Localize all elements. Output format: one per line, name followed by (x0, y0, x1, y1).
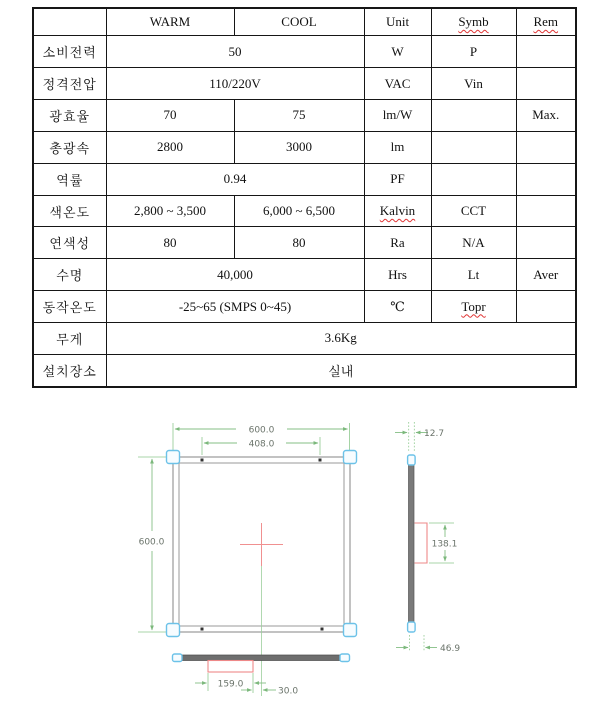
dim-hole-pitch-label: 408.0 (248, 439, 275, 450)
table-row (33, 36, 576, 68)
cell-warm: 70 (106, 100, 234, 132)
header-cool: COOL (234, 8, 364, 36)
cell-rem (516, 163, 576, 195)
cell-unit: lm/W (364, 100, 431, 132)
row-label: 수명 (33, 259, 106, 291)
cell-value: 110/220V (106, 68, 364, 100)
cell-cool: 75 (234, 100, 364, 132)
header-row (33, 8, 576, 36)
cell-unit: lm (364, 131, 431, 163)
cell-unit: ℃ (364, 291, 431, 323)
cell-symb: N/A (431, 227, 516, 259)
side-top-cap (408, 455, 416, 465)
row-label: 연색성 (33, 227, 106, 259)
cell-symb (431, 100, 516, 132)
cell-rem (516, 195, 576, 227)
dim-front-height (138, 457, 171, 632)
cell-value: -25~65 (SMPS 0~45) (106, 291, 364, 323)
header-rem-text: Rem (533, 14, 559, 30)
bottom-left-cap (173, 654, 183, 662)
driver-box-bottom (208, 661, 253, 673)
cell-unit: Hrs (364, 259, 431, 291)
row-label: 무게 (33, 322, 106, 354)
cell-value: 실내 (106, 354, 576, 387)
spec-table (32, 7, 577, 388)
cell-symb (431, 163, 516, 195)
cell-rem: Max. (516, 100, 576, 132)
row-label: 총광속 (33, 131, 106, 163)
dim-thickness-label: 12.7 (424, 429, 445, 439)
cell-value: 3.6Kg (106, 322, 576, 354)
header-blank (33, 8, 106, 36)
cell-symb-text: Topr (461, 298, 486, 314)
bottom-right-cap (340, 654, 350, 662)
header-rem (516, 8, 576, 36)
cell-unit: PF (364, 163, 431, 195)
cell-rem (516, 131, 576, 163)
table-row (33, 354, 576, 387)
cell-rem (516, 291, 576, 323)
row-label: 광효율 (33, 100, 106, 132)
dim-driver-width-label: 159.0 (217, 679, 244, 690)
cell-rem (516, 36, 576, 68)
row-label: 색온도 (33, 195, 106, 227)
table-row (33, 100, 576, 132)
dim-thickness (395, 422, 444, 452)
header-symb (431, 8, 516, 36)
cell-cool: 6,000 ~ 6,500 (234, 195, 364, 227)
table-row (33, 322, 576, 354)
cell-warm: 2,800 ~ 3,500 (106, 195, 234, 227)
dim-driver-length-label: 138.1 (431, 539, 458, 550)
cell-cool: 80 (234, 227, 364, 259)
table-row (33, 163, 576, 195)
dim-front-width-label: 600.0 (248, 425, 275, 436)
cell-warm: 80 (106, 227, 234, 259)
table-row (33, 131, 576, 163)
dim-driver-length (415, 523, 458, 563)
row-label: 동작온도 (33, 291, 106, 323)
row-label: 정격전압 (33, 68, 106, 100)
cell-symb: Vin (431, 68, 516, 100)
cell-value: 40,000 (106, 259, 364, 291)
cell-symb: Lt (431, 259, 516, 291)
cell-unit: VAC (364, 68, 431, 100)
dim-driver-depth (396, 635, 460, 654)
side-view (395, 422, 460, 654)
table-row (33, 227, 576, 259)
side-bottom-cap (408, 622, 416, 632)
table-row (33, 291, 576, 323)
cell-symb (431, 291, 516, 323)
cell-rem (516, 227, 576, 259)
cell-unit: W (364, 36, 431, 68)
dimension-drawing (0, 395, 600, 711)
bottom-view (173, 654, 350, 697)
table-row (33, 68, 576, 100)
header-warm: WARM (106, 8, 234, 36)
dim-driver-offset (241, 687, 298, 697)
cell-value: 50 (106, 36, 364, 68)
table-row (33, 195, 576, 227)
cell-symb: CCT (431, 195, 516, 227)
row-label: 설치장소 (33, 354, 106, 387)
dim-driver-width (195, 673, 266, 693)
cell-value: 0.94 (106, 163, 364, 195)
dim-hole-pitch (202, 437, 320, 455)
row-label: 역률 (33, 163, 106, 195)
cell-unit-text: Kalvin (379, 203, 416, 218)
header-symb-text: Symb (458, 14, 489, 30)
driver-box-side (415, 523, 428, 563)
cell-symb: P (431, 36, 516, 68)
cell-rem (516, 68, 576, 100)
cell-cool: 3000 (234, 131, 364, 163)
dim-driver-depth-label: 46.9 (440, 644, 461, 654)
cell-unit (364, 195, 431, 227)
cell-symb (431, 131, 516, 163)
cell-warm: 2800 (106, 131, 234, 163)
cell-unit: Ra (364, 227, 431, 259)
center-crosshair (240, 523, 283, 566)
bottom-panel-body (175, 655, 347, 661)
side-panel-body (409, 457, 415, 632)
header-unit: Unit (364, 8, 431, 36)
dim-front-height-label: 600.0 (138, 537, 165, 548)
table-row (33, 259, 576, 291)
cell-rem: Aver (516, 259, 576, 291)
dim-driver-offset-label: 30.0 (278, 686, 299, 697)
row-label: 소비전력 (33, 36, 106, 68)
